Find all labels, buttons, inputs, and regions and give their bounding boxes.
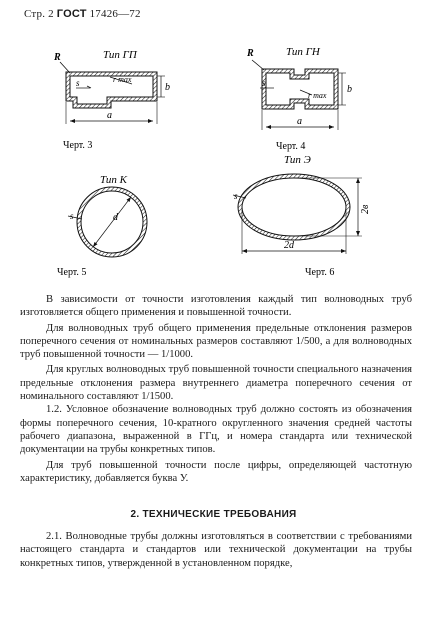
standard-number: 17426—72: [89, 8, 141, 20]
paragraph-5: Для труб повышенной точности после цифры, определяющей частотную характеристику, добавляется буква У.: [20, 459, 412, 484]
figure-4-label-rmax: r max: [308, 91, 327, 100]
paragraph-2: Для волноводных труб общего применения предельные отклонения размеров поперечного сечения от номинальных размеров составляют 1/500, а для волноводных труб повышенной точности — 1/1000.: [20, 322, 412, 361]
figure-5-caption: Черт. 5: [57, 267, 87, 278]
waveguide-gn-section: [262, 69, 338, 109]
standard-name: ГОСТ: [56, 8, 87, 20]
figure-4-label-r: R: [247, 48, 254, 59]
figure-5-label-d: d: [113, 212, 118, 223]
figure-3-title: Тип ГП: [103, 49, 137, 61]
figure-4-title: Тип ГН: [286, 46, 320, 58]
section-text: [20, 530, 412, 570]
figure-4-label-b: b: [347, 84, 352, 95]
figure-4: [246, 46, 352, 152]
figure-6-label-2d: 2d: [284, 240, 294, 251]
section-title: 2. ТЕХНИЧЕСКИЕ ТРЕБОВАНИЯ: [130, 509, 297, 520]
paragraph-1: В зависимости от точности изготовления каждый тип волноводных труб изготовляется общего применения и повышенной точности.: [20, 294, 412, 319]
figure-3-label-rmax: r max: [113, 75, 132, 84]
page-number: Стр. 2: [24, 8, 54, 20]
figure-5: [57, 174, 147, 278]
paragraph-4: 1.2. Условное обозначение волноводных труб должно состоять из обозначения формы поперечного сечения, 10-кратного округленного значения средней частоты рабочего диапазона, выраженной в ГГц, и номера стандарта или технической документации на трубы конкретных типов.: [20, 404, 412, 456]
paragraph-3: Для круглых волноводных труб повышенной точности специального назначения предельные отклонения размера внутреннего диаметра поперечного сечения от номинального составляют 1/1500.: [20, 364, 412, 403]
figure-4-label-a: a: [297, 116, 302, 127]
figure-5-title: Тип К: [100, 174, 127, 186]
figure-4-label-s: s: [262, 78, 266, 88]
figure-3-label-r: R: [54, 52, 61, 63]
figure-6-label-2v: 2в: [360, 204, 371, 214]
figure-6-title: Тип Э: [284, 154, 311, 166]
figure-6: [233, 154, 371, 278]
figure-3-caption: Черт. 3: [63, 140, 93, 151]
figure-3-label-s: s: [76, 78, 80, 88]
figure-3: [53, 49, 170, 151]
figure-6-caption: Черт. 6: [305, 267, 335, 278]
figure-3-label-a: a: [107, 110, 112, 121]
section-paragraph: 2.1. Волноводные трубы должны изготовляться в соответствии с требованиями настоящего стандарта и стандартов или технической документации на трубы конкретных типов, утвержденной в установленном порядке,: [20, 531, 412, 569]
figure-6-label-s: s: [234, 191, 238, 201]
main-text: [20, 293, 412, 485]
waveguide-e-section: [238, 174, 350, 240]
figure-5-label-s: s: [70, 211, 74, 221]
figure-3-label-b: b: [165, 82, 170, 93]
figure-4-caption: Черт. 4: [276, 141, 306, 152]
figures-drawing: [0, 0, 427, 300]
